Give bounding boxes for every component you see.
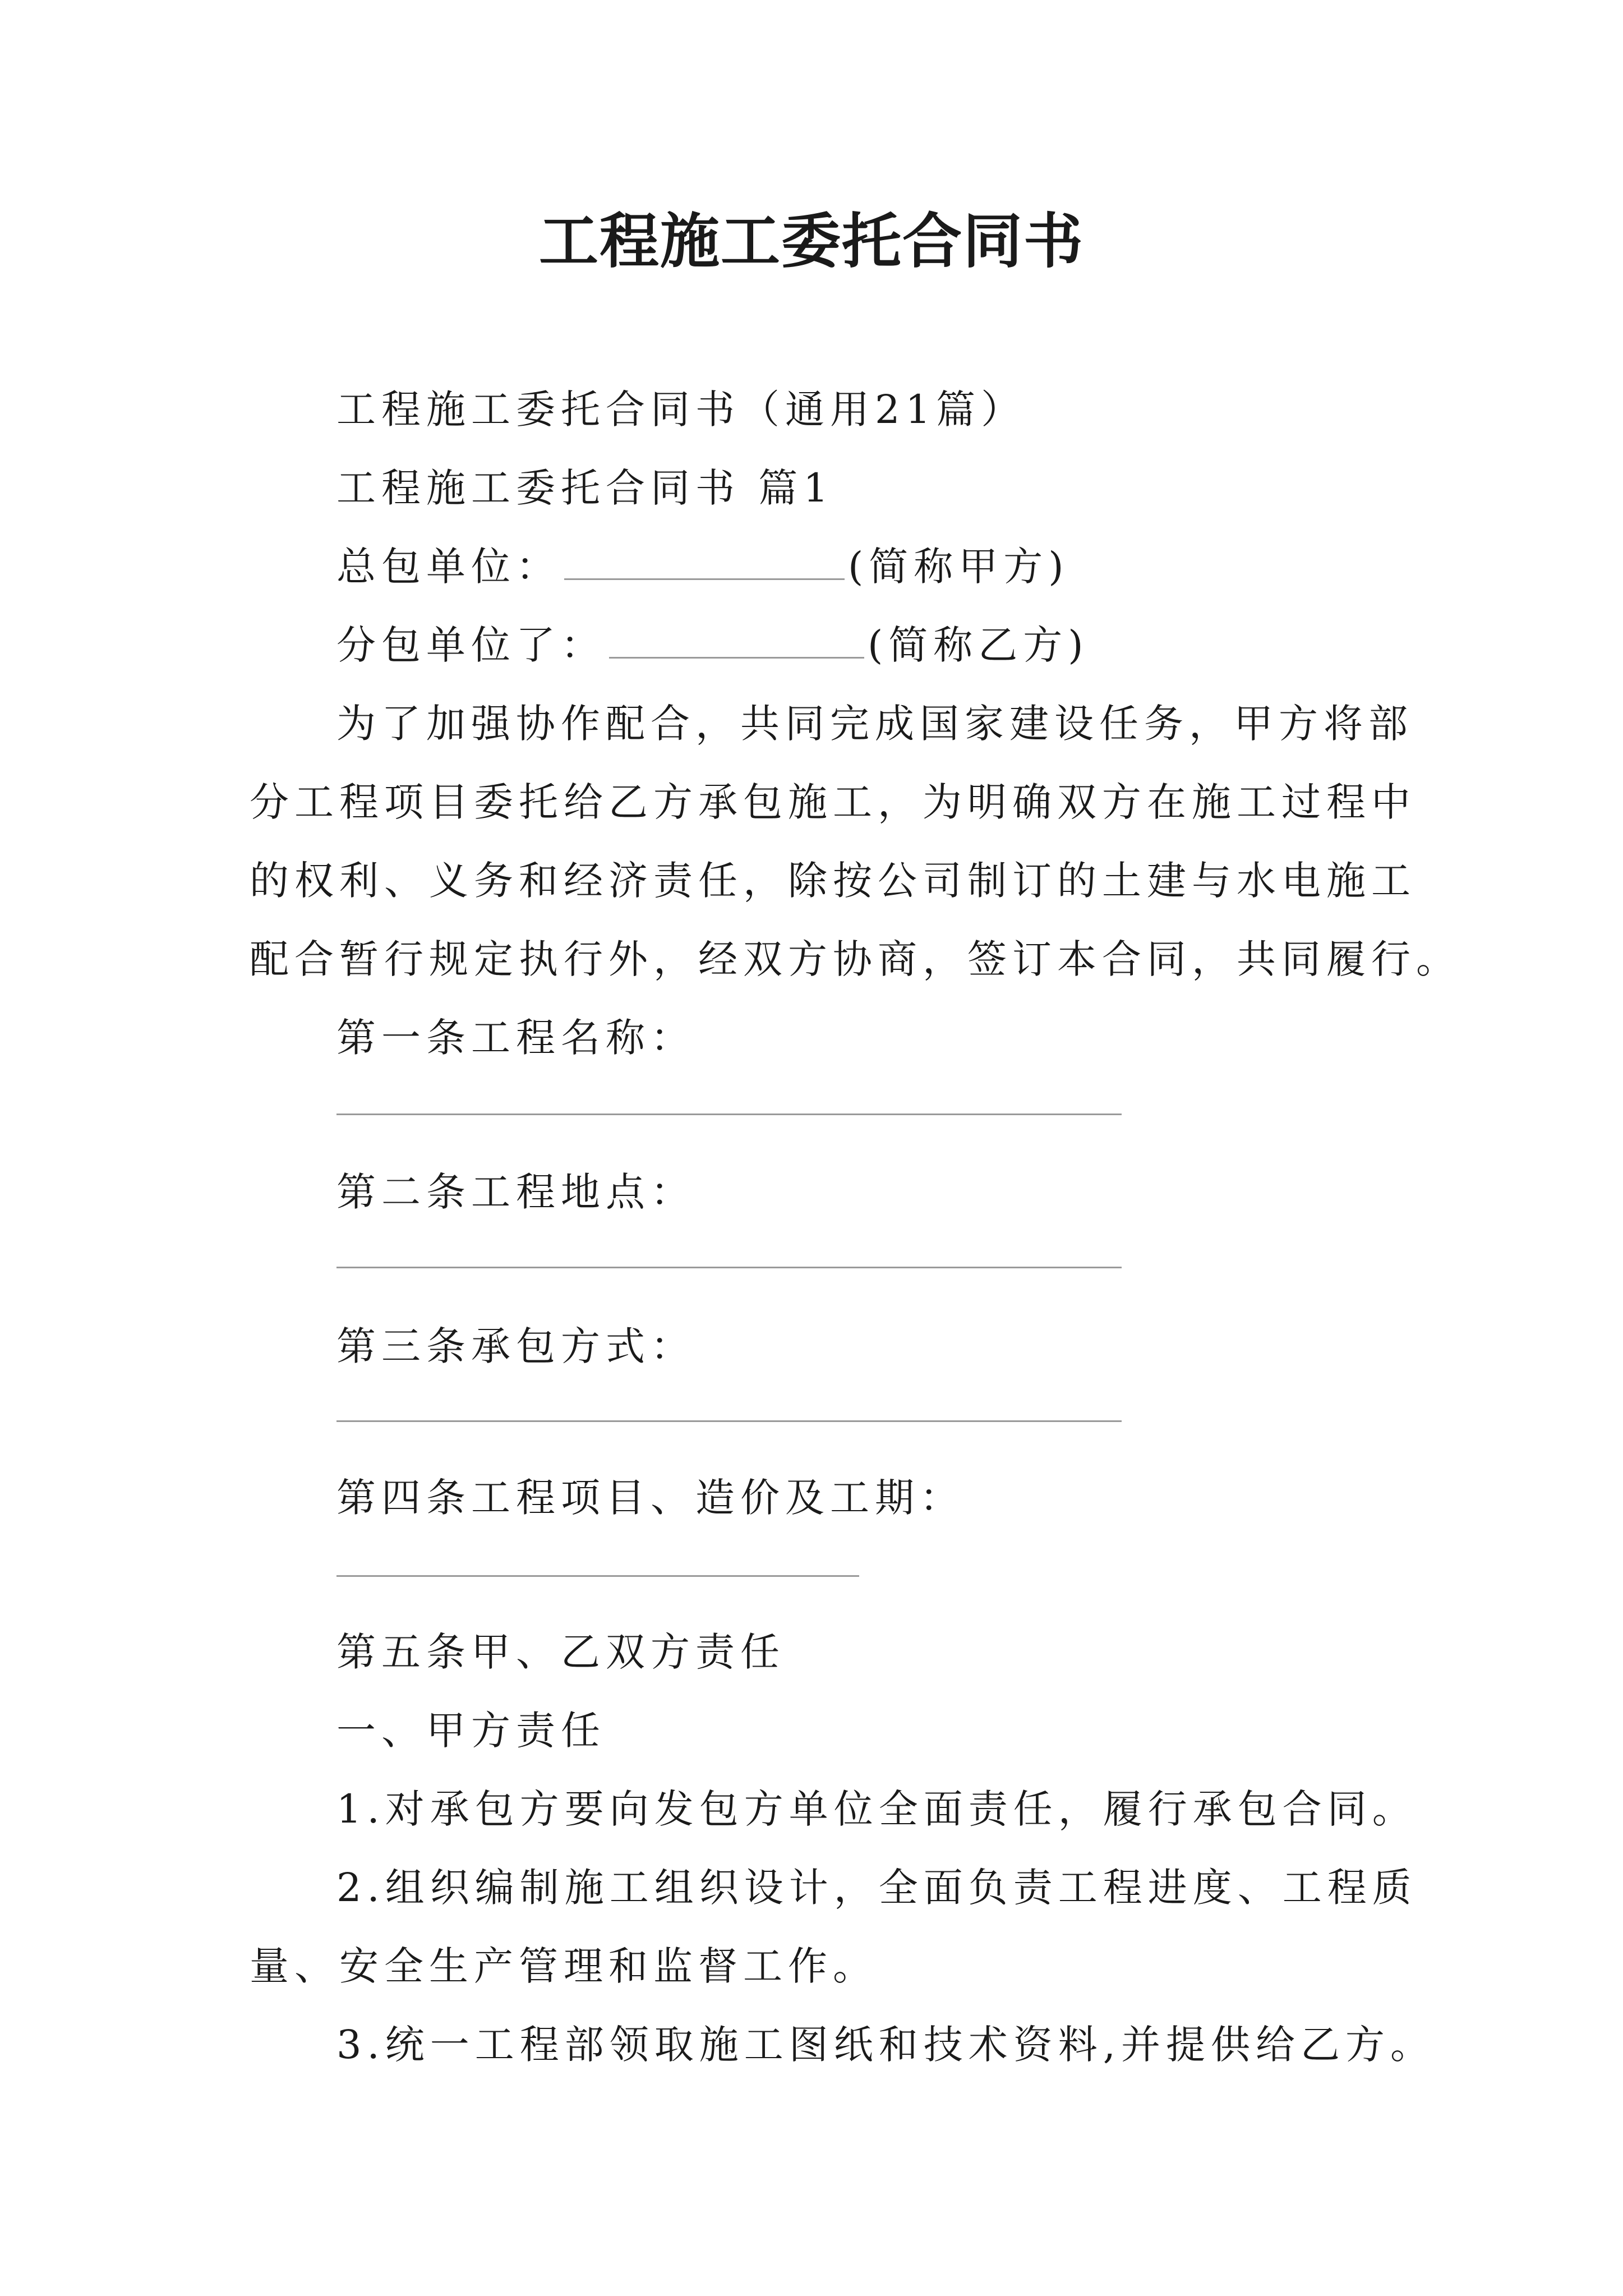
party-a-suffix: (简称甲方) xyxy=(848,544,1069,590)
document-subtitle: 工程施工委托合同书（通用21篇） xyxy=(336,386,1026,432)
article-3-blank xyxy=(336,1420,1122,1422)
party-b-line xyxy=(336,617,1089,673)
intro-line: 为了加强协作配合，共同完成国家建设任务，甲方将部 xyxy=(336,701,1413,747)
intro-line: 的权利、义务和经济责任，除按公司制订的土建与水电施工 xyxy=(250,858,1416,904)
duty-item: 2.组织编制施工组织设计，全面负责工程进度、工程质 xyxy=(336,1865,1417,1911)
duty-item: 3.统一工程部领取施工图纸和技术资料,并提供给乙方。 xyxy=(336,2022,1436,2068)
party-b-label: 分包单位了： xyxy=(336,622,606,668)
party-a-line xyxy=(336,539,1069,595)
duty-item: 1.对承包方要向发包方单位全面责任，履行承包合同。 xyxy=(336,1786,1417,1832)
article-1: 第一条工程名称： xyxy=(336,1015,695,1061)
article-2: 第二条工程地点： xyxy=(336,1169,695,1215)
article-5: 第五条甲、乙双方责任 xyxy=(336,1629,785,1675)
party-a-duties-heading: 一、甲方责任 xyxy=(336,1708,606,1754)
party-b-suffix: (简称乙方) xyxy=(868,622,1089,668)
article-4: 第四条工程项目、造价及工期： xyxy=(336,1475,965,1521)
article-4-blank xyxy=(336,1575,859,1577)
party-a-blank xyxy=(564,545,845,580)
document-title: 工程施工委托合同书 xyxy=(539,206,1084,276)
intro-line: 分工程项目委托给乙方承包施工，为明确双方在施工过程中 xyxy=(250,779,1416,825)
part-heading: 工程施工委托合同书 篇1 xyxy=(336,465,834,511)
intro-line: 配合暂行规定执行外，经双方协商，签订本合同，共同履行。 xyxy=(250,936,1461,982)
party-a-label: 总包单位： xyxy=(336,544,561,590)
article-2-blank xyxy=(336,1267,1122,1268)
duty-item-continued: 量、安全生产管理和监督工作。 xyxy=(250,1943,878,1989)
article-1-blank xyxy=(336,1114,1122,1115)
article-3: 第三条承包方式： xyxy=(336,1323,695,1369)
party-b-blank xyxy=(609,623,864,659)
